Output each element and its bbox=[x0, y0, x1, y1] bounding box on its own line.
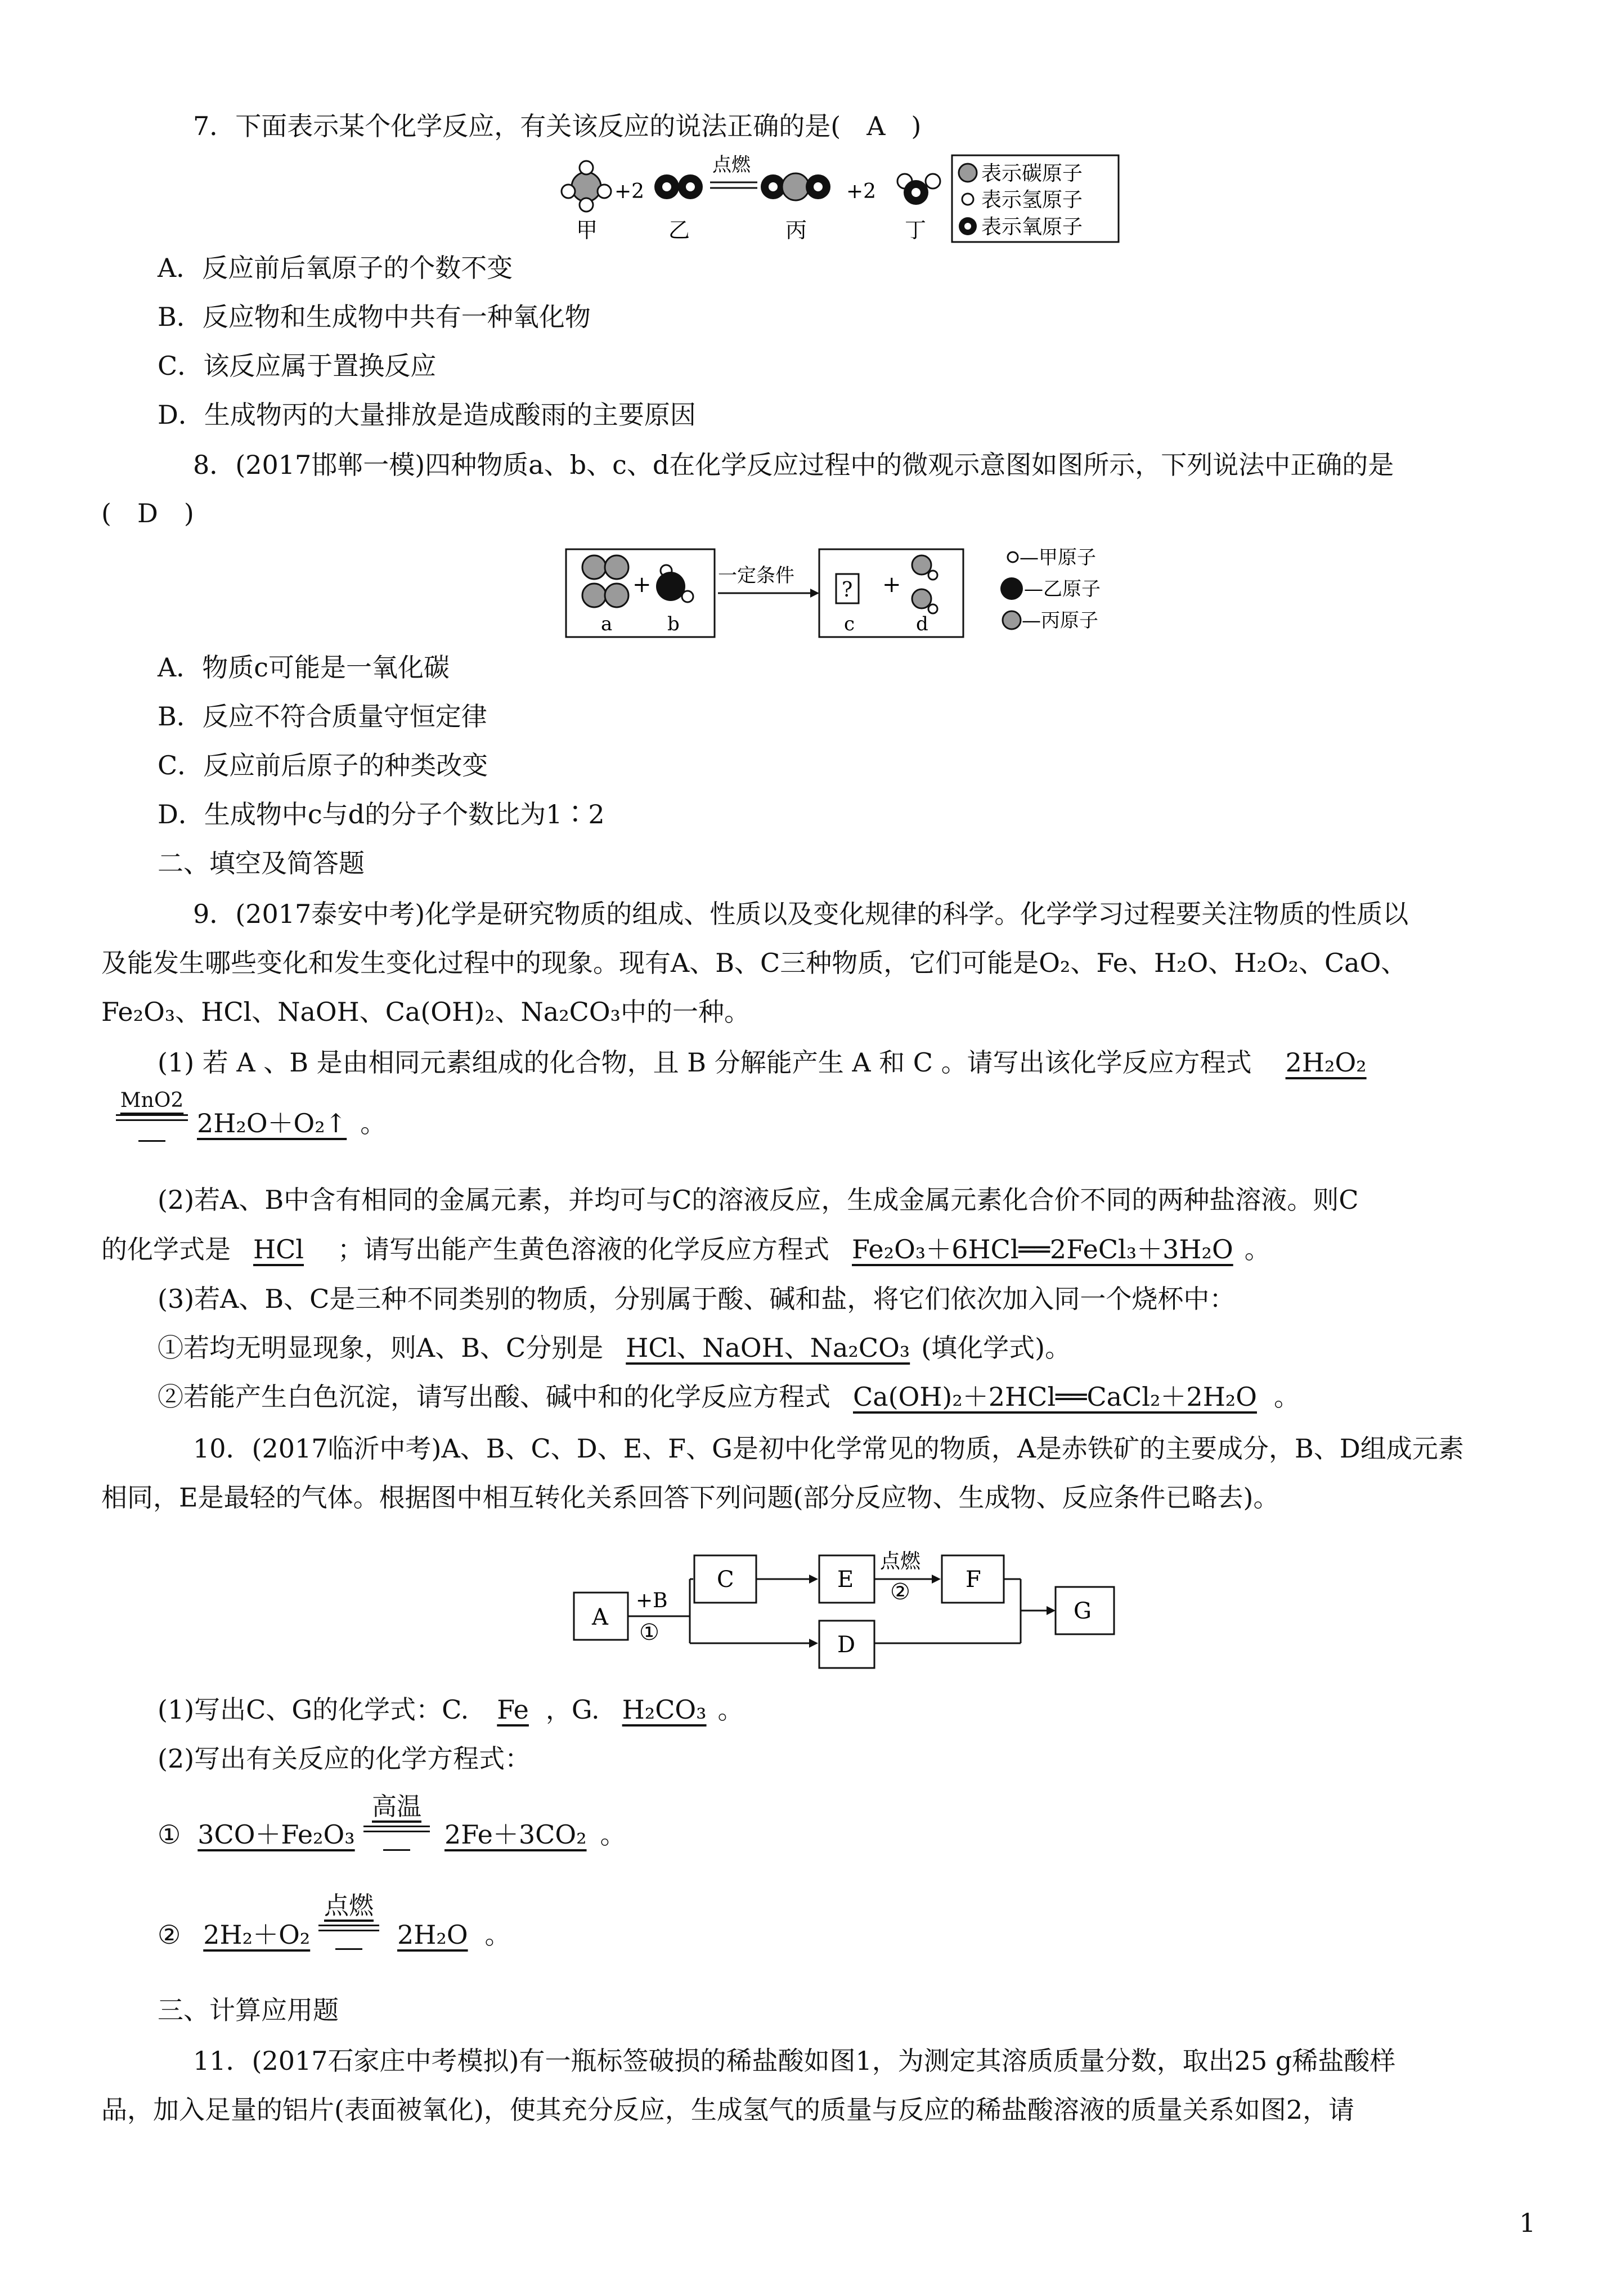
q11-line1: 11．(2017石家庄中考模拟)有一瓶标签破损的稀盐酸如图1，为测定其溶质质量分数，取出25 g稀盐酸样 bbox=[193, 2046, 1396, 2076]
q8-reaction-diagram bbox=[563, 540, 1142, 642]
q8-legend-bing: —丙原子 bbox=[1022, 609, 1098, 632]
carbon-legend-icon bbox=[959, 164, 977, 182]
q10-part1 bbox=[158, 1694, 744, 1725]
q9-part3-a-answer: HCl、NaOH、Na₂CO₃ bbox=[626, 1333, 910, 1363]
q8-legend-jia: —甲原子 bbox=[1020, 546, 1096, 569]
q8-condition: 一定条件 bbox=[718, 564, 794, 587]
q9-part3: (3)若A、B、C是三种不同类别的物质，分别属于酸、碱和盐，将它们依次加入同一个烧杯中： bbox=[158, 1284, 1236, 1314]
q9-part1-end: 。 bbox=[360, 1108, 387, 1138]
q10-reaction-1 bbox=[158, 1819, 355, 1850]
q7-condition: 点燃 bbox=[712, 154, 751, 176]
q8-question-mark: ? bbox=[842, 579, 853, 602]
page-number: 1 bbox=[1519, 2208, 1536, 2238]
q10-part1-text: (1)写出C、G的化学式：C. bbox=[158, 1694, 469, 1725]
q10-r1-end: 。 bbox=[600, 1819, 626, 1850]
q10-r2-left: 2H₂＋O₂ bbox=[203, 1920, 311, 1950]
atom-jia-legend-icon bbox=[1008, 552, 1018, 562]
high-temp-condition: 高温 bbox=[372, 1792, 421, 1821]
q10-reaction-2 bbox=[158, 1919, 310, 1950]
molecule-d bbox=[912, 555, 937, 613]
q10-r2-num: ② bbox=[158, 1920, 181, 1950]
q9-part1-condition bbox=[113, 1089, 191, 1142]
q9-part2-text-2: ；请写出能产生黄色溶液的化学反应方程式 bbox=[338, 1234, 830, 1264]
q9-part2-end: 。 bbox=[1244, 1234, 1270, 1264]
q10-reaction-2-right bbox=[397, 1919, 511, 1950]
q8-plus-1: + bbox=[632, 572, 652, 598]
q8-option-d: D．生成物中c与d的分子个数比为1∶2 bbox=[158, 799, 605, 829]
q9-part3-a-text: ①若均无明显现象，则A、B、C分别是 bbox=[158, 1333, 604, 1363]
q10-answer-g: H₂CO₃ bbox=[622, 1694, 707, 1725]
q9-part3-a-end: (填化学式)。 bbox=[921, 1333, 1071, 1363]
q10-r1-right: 2Fe＋3CO₂ bbox=[444, 1819, 587, 1850]
arrow-label-2: ② bbox=[890, 1579, 910, 1605]
q11-line2: 品，加入足量的铝片(表面被氧化)，使其充分反应，生成氢气的质量与反应的稀盐酸溶液的质量关系如图2，请 bbox=[101, 2095, 1355, 2125]
q8-option-a: A．物质c可能是一氧化碳 bbox=[158, 652, 450, 683]
hydrogen-legend-icon bbox=[962, 194, 973, 205]
q10-r2-condition bbox=[315, 1892, 383, 1950]
q9-part3-b-answer: Ca(OH)₂＋2HCl══CaCl₂＋2H₂O bbox=[853, 1382, 1257, 1412]
q7-option-d: D．生成物丙的大量排放是造成酸雨的主要原因 bbox=[158, 400, 696, 430]
q7-stem: 7．下面表示某个化学反应，有关该反应的说法正确的是( A ) bbox=[193, 111, 922, 141]
molecule-b bbox=[656, 565, 693, 602]
q9-stem-line1: 9．(2017泰安中考)化学是研究物质的组成、性质以及变化规律的科学。化学学习过程要关注物质的性质以 bbox=[193, 899, 1409, 929]
q8-option-b: B．反应不符合质量守恒定律 bbox=[158, 701, 487, 732]
q9-part1 bbox=[158, 1047, 1367, 1078]
q10-stem-line1: 10．(2017临沂中考)A、B、C、D、E、F、G是初中化学常见的物质，A是赤铁矿的主要成分，B、D组成元素 bbox=[193, 1433, 1464, 1464]
q10-part1-end: 。 bbox=[717, 1694, 744, 1725]
arrow-label-1: ① bbox=[639, 1620, 659, 1645]
box-c-label: C bbox=[717, 1567, 734, 1593]
water-molecule bbox=[897, 174, 940, 205]
q10-r2-end: 。 bbox=[484, 1920, 511, 1950]
q10-part2: (2)写出有关反应的化学方程式： bbox=[158, 1743, 531, 1774]
box-d-label: D bbox=[837, 1632, 856, 1658]
q10-part1-mid: ，G. bbox=[545, 1694, 600, 1725]
arrow-condition-ignite: 点燃 bbox=[880, 1550, 921, 1573]
oxygen-molecule bbox=[654, 174, 703, 199]
q7-option-c: C．该反应属于置换反应 bbox=[158, 351, 437, 381]
q10-r1-condition bbox=[360, 1793, 433, 1851]
q8-label-c: c bbox=[844, 613, 855, 635]
q9-stem-line3: Fe₂O₃、HCl、NaOH、Ca(OH)₂、Na₂CO₃中的一种。 bbox=[101, 997, 750, 1027]
q8-option-c: C．反应前后原子的种类改变 bbox=[158, 750, 488, 781]
q7-label-yi: 乙 bbox=[668, 218, 690, 243]
q7-label-bing: 丙 bbox=[785, 218, 807, 243]
q8-legend-yi: —乙原子 bbox=[1024, 578, 1101, 600]
q9-part3-a bbox=[158, 1332, 1071, 1364]
q8-label-a: a bbox=[601, 613, 613, 635]
q7-coef-right: +2 bbox=[846, 180, 877, 203]
section-3-heading: 三、计算应用题 bbox=[158, 1995, 339, 2025]
q10-answer-c: Fe bbox=[497, 1694, 529, 1725]
q8-label-b: b bbox=[667, 613, 680, 635]
q9-part2-text: 的化学式是 bbox=[101, 1234, 231, 1264]
atom-yi-legend-icon bbox=[1000, 577, 1023, 600]
q7-reaction-diagram bbox=[551, 152, 1125, 248]
q7-option-a: A．反应前后氧原子的个数不变 bbox=[158, 253, 513, 283]
q7-option-b: B．反应物和生成物中共有一种氧化物 bbox=[158, 302, 591, 332]
q9-part3-b-end: 。 bbox=[1273, 1382, 1300, 1412]
arrow-label-b: +B bbox=[636, 1589, 668, 1612]
q10-r1-num: ① bbox=[158, 1819, 181, 1850]
ignite-condition: 点燃 bbox=[324, 1891, 374, 1920]
box-g-label: G bbox=[1074, 1598, 1092, 1624]
q8-label-d: d bbox=[916, 613, 928, 635]
box-f-label: F bbox=[966, 1567, 981, 1593]
q7-legend-hydrogen: 表示氢原子 bbox=[981, 189, 1083, 212]
q9-part1-answer-end-line bbox=[197, 1107, 386, 1139]
q9-part2-answer-2: Fe₂O₃＋6HCl══2FeCl₃＋3H₂O bbox=[852, 1234, 1233, 1264]
q8-stem: 8．(2017邯郸一模)四种物质a、b、c、d在化学反应过程中的微观示意图如图所示，下列说法中正确的是 bbox=[193, 450, 1394, 480]
q8-answer: ( D ) bbox=[101, 498, 194, 528]
q9-part2-line1: (2)若A、B中含有相同的金属元素，并均可与C的溶液反应，生成金属元素化合价不同的两种盐溶液。则C bbox=[158, 1185, 1359, 1215]
q9-part1-answer-start: 2H₂O₂ bbox=[1285, 1047, 1367, 1078]
carbon-dioxide-molecule bbox=[761, 173, 830, 200]
q10-reaction-1-right bbox=[444, 1819, 626, 1850]
q10-r1-left: 3CO＋Fe₂O₃ bbox=[197, 1819, 355, 1850]
q10-r2-right: 2H₂O bbox=[397, 1920, 468, 1950]
q10-flow-diagram bbox=[568, 1542, 1120, 1683]
q7-label-ding: 丁 bbox=[905, 218, 927, 243]
methane-molecule bbox=[562, 161, 611, 212]
atom-bing-legend-icon bbox=[1003, 611, 1021, 629]
q8-plus-2: + bbox=[882, 572, 901, 598]
q7-legend-oxygen: 表示氧原子 bbox=[981, 216, 1083, 239]
q7-label-jia: 甲 bbox=[576, 218, 598, 243]
q9-part2-line2 bbox=[101, 1234, 1270, 1265]
q9-part2-answer-1: HCl bbox=[253, 1234, 304, 1264]
q9-stem-line2: 及能发生哪些变化和发生变化过程中的现象。现有A、B、C三种物质，它们可能是O₂、Fe、H₂O、H₂O₂、CaO、 bbox=[101, 948, 1407, 978]
q9-part1-answer-end: 2H₂O＋O₂↑ bbox=[197, 1108, 347, 1138]
box-a-label: A bbox=[592, 1604, 608, 1630]
box-e-label: E bbox=[837, 1567, 854, 1593]
q9-part3-b-text: ②若能产生白色沉淀，请写出酸、碱中和的化学反应方程式 bbox=[158, 1382, 830, 1412]
q7-legend-carbon: 表示碳原子 bbox=[981, 162, 1083, 185]
mno2-condition: MnO2 bbox=[120, 1089, 184, 1112]
q9-part3-b bbox=[158, 1381, 1300, 1412]
q10-stem-line2: 相同，E是最轻的气体。根据图中相互转化关系回答下列问题(部分反应物、生成物、反应条件已略去)。 bbox=[101, 1482, 1279, 1513]
q7-coef-left: +2 bbox=[614, 180, 645, 203]
molecule-a bbox=[582, 555, 628, 607]
section-2-heading: 二、填空及简答题 bbox=[158, 848, 365, 878]
q9-part1-text: (1) 若 A 、B 是由相同元素组成的化合物，且 B 分解能产生 A 和 C 。请写出该化学反应方程式 bbox=[158, 1047, 1252, 1078]
